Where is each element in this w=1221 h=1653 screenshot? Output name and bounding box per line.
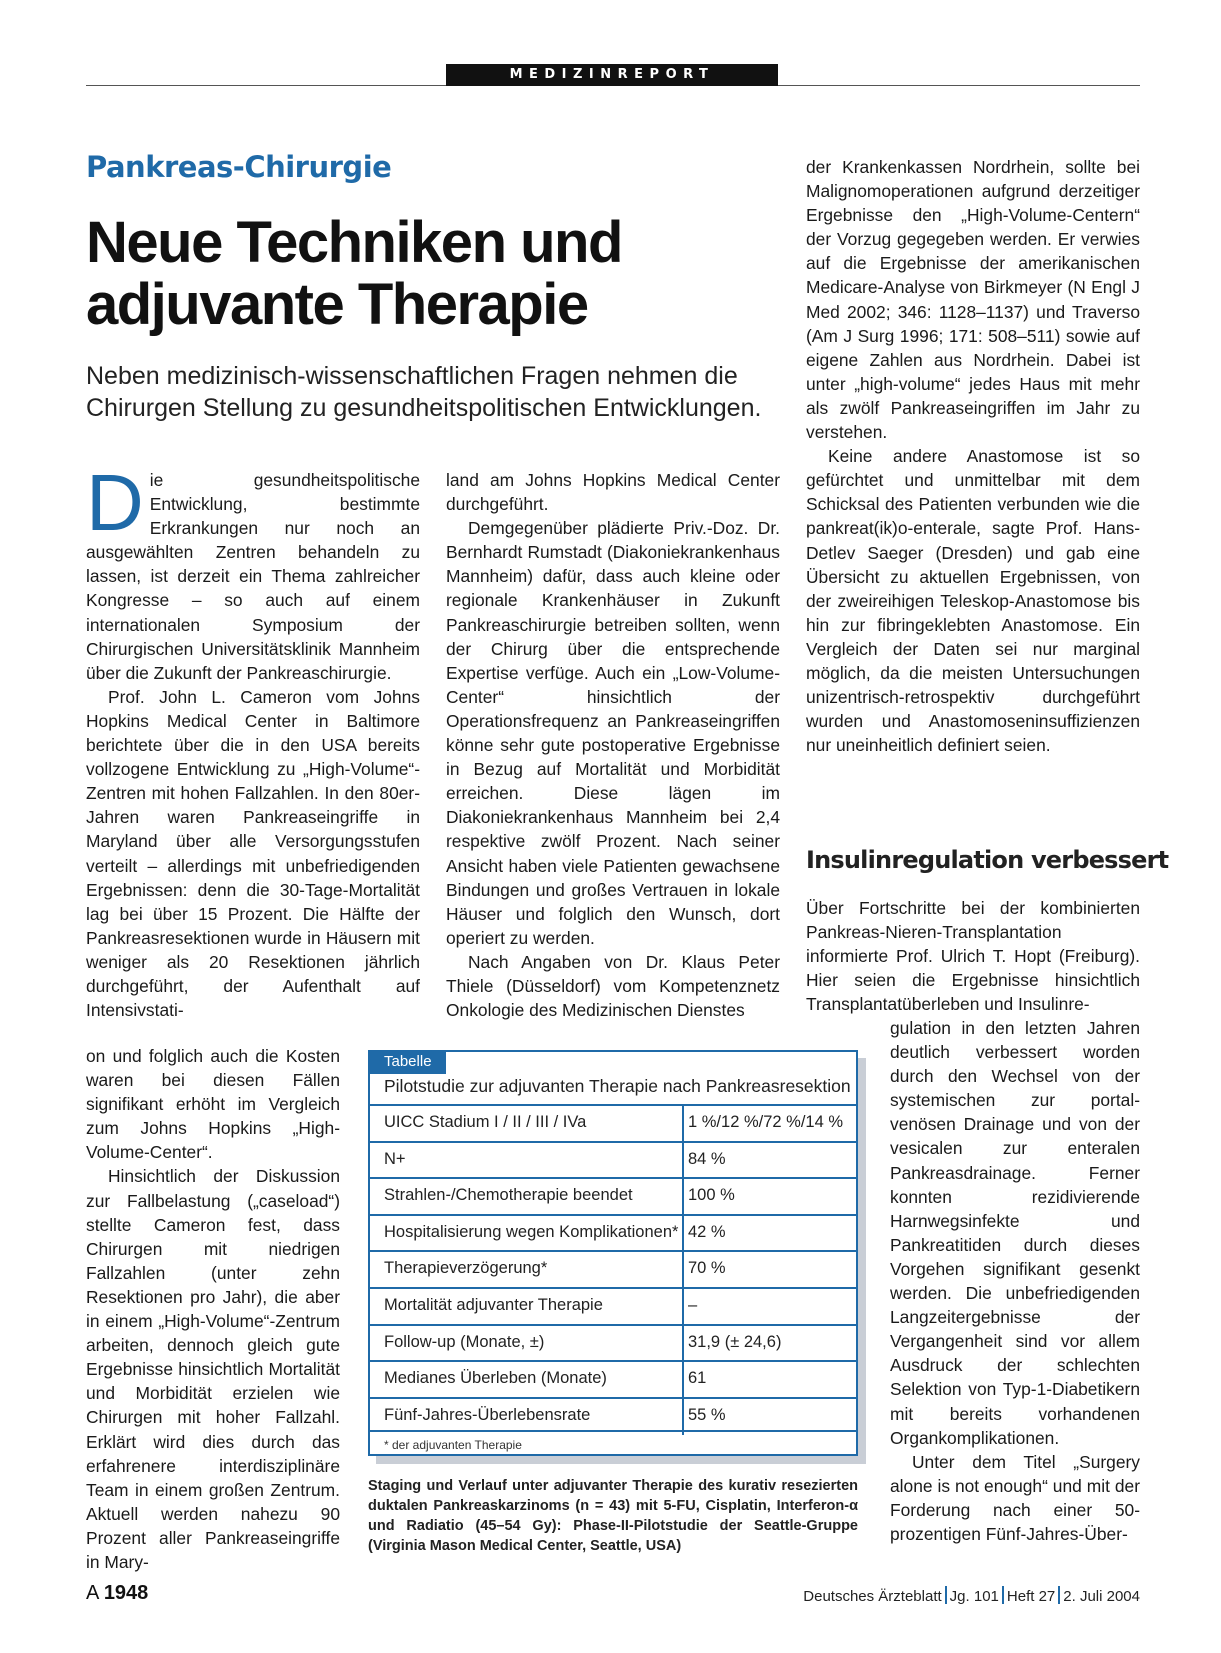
paragraph: Keine andere Anastomose ist so gefürchtet und unmittelbar mit dem Schicksal des Patienten verbunden wie die pankreat(ik)o-enterale, sagte Prof. Hans-Detlev Saeger (Dresden) und gab eine Übersicht zu aktuellen Ergebnissen, von der zweireihigen Teleskop-Anastomose bis hin zur fibringeklebten Anastomose. Ein Vergleich der Daten sei nur marginal möglich, da die meisten Untersuchungen unizentrisch-retrospektiv durchgeführt wurden und Anastomoseninsuffizienzen nur uneinheitlich definiert seien. [806,446,1140,756]
column-1-top [86,458,420,1022]
table-cell-label: Fünf-Jahres-Überlebensrate [384,1405,591,1424]
table-cell-label: Hospitalisierung wegen Komplikationen* [384,1222,679,1241]
table-cell-value: 31,9 (± 24,6) [688,1332,782,1351]
table-cell-value: 1 %/12 %/72 %/14 % [688,1113,844,1131]
table-column-divider [682,1143,684,1179]
paragraph-text: ie gesundheitspolitische Entwicklung, bestimmte Erkrankungen nur noch an ausgewählten Zentren behandeln zu lassen, ist derzeit ein Thema zahlreicher Kongresse – so auch auf einem internationalen Symposium der Chirurgischen Universitätsklinik Mannheim über die Zukunft der Pankreaschirurgie. [86,470,420,683]
paragraph: Nach Angaben von Dr. Klaus Peter Thiele (Düsseldorf) vom Kompetenznetz Onkologie des Medizinischen Dienstes [446,951,780,1021]
column-3-top [806,155,1140,757]
table-footer-rule [370,1430,856,1432]
footer-separator [1002,1586,1004,1604]
column-1-bottom [86,1044,340,1574]
paragraph-continued: land am Johns Hopkins Medical Center durchgeführt. [446,470,780,515]
table-row [370,1250,856,1288]
table-cell-label: Therapieverzögerung* [384,1259,548,1278]
table-row [370,1324,856,1362]
table-column-divider [682,1362,684,1398]
table-caption: Staging und Verlauf unter adjuvanter Therapie des kurativ resezierten duktalen Pankreaskarzinoms (n = 43) mit 5-FU, Cisplatin, Interferon-α und Radiatio (45–54 Gy): Phase-II-Pilotstudie der Seattle-Gruppe (Virginia Mason Medical Center, Seattle, USA) [368,1478,858,1554]
table-cell-label: N+ [384,1149,406,1168]
journal-volume: Jg. 101 [949,1588,999,1605]
article-kicker: Pankreas-Chirurgie [86,150,392,184]
table-cell-label: Medianes Überleben (Monate) [384,1369,607,1388]
table-cell-label: Follow-up (Monate, ±) [384,1332,545,1351]
page-prefix: A [86,1582,99,1604]
article-title: Neue Techniken und adjuvante Therapie [86,210,622,337]
table-cell-label: Mortalität adjuvanter Therapie [384,1296,603,1314]
section-label: MEDIZINREPORT [446,64,778,86]
table-row [370,1141,856,1179]
paragraph-intro [86,458,420,685]
table-column-divider [682,1252,684,1288]
table-column-divider [682,1326,684,1362]
article-subtitle: Neben medizinisch-wissenschaftlichen Fragen nehmen die Chirurgen Stellung zu gesundheitspolitischen Entwicklungen. [86,362,762,422]
paragraph: Über Fortschritte bei der kombinierten Pankreas-Nieren-Transplantation informierte Prof. Ulrich T. Hopt (Freiburg). Hier seien die Ergebnisse hinsichtlich Transplantatüberleben und Insulinre- [806,898,1140,1015]
table-cell-value: 42 % [688,1222,726,1241]
table-row [370,1287,856,1325]
table-row [370,1360,856,1398]
journal-name: Deutsches Ärzteblatt [803,1588,942,1605]
table-row [370,1104,856,1142]
table-cell-label: Strahlen-/Chemotherapie beendet [384,1186,633,1205]
paragraph-continued: on und folglich auch die Kosten waren bei diesen Fällen signifikant erhöht im Vergleich zum Johns Hopkins „High-Volume-Center“. [86,1046,340,1163]
paragraph: Demgegenüber plädierte Priv.-Doz. Dr. Bernhardt Rumstadt (Diakoniekrankenhaus Mannheim) dafür, dass auch kleine oder regionale Krankenhäuser in Zukunft Pankreaschirurgie betreiben sollten, wenn der Chirurg über die entsprechende Expertise verfüge. Auch ein „Low-Volume-Center“ hinsichtlich der Operationsfrequenz an Pankreaseingriffen könne sehr gute postoperative Ergebnisse in Bezug auf Mortalität und Morbidität erreichen. Diese lägen im Diakoniekrankenhaus Mannheim bei 2,4 respektive zwölf Prozent. Nach seiner Ansicht haben viele Patienten gewachsene Bindungen und großes Vertrauen in lokale Häuser und folglich den Wunsch, dort operiert zu werden. [446,518,780,948]
table-column-divider [682,1179,684,1215]
paragraph: Prof. John L. Cameron vom Johns Hopkins Medical Center in Baltimore berichtete über die in den USA bereits vollzogene Entwicklung zu „High-Volume“-Zentren mit hohen Fallzahlen. In den 80er-Jahren waren Pankreaseingriffe in Maryland über alle Versorgungsstufen verteilt – allerdings mit unbefriedigenden Ergebnissen: denn die 30-Tage-Mortalität lag bei über 15 Prozent. Die Hälfte der Pankreasresektionen wurde in Häusern mit weniger als 20 Resektionen jährlich durchgeführt, der Aufenthalt auf Intensivstati- [86,686,420,1021]
footer-separator [945,1586,947,1604]
table-cell-value: 70 % [688,1259,726,1278]
table-title: Pilotstudie zur adjuvanten Therapie nach Pankreasresektion [384,1076,851,1096]
subheading: Insulinregulation verbessert [806,846,1169,874]
table-tag: Tabelle [368,1050,446,1074]
table-column-divider [682,1289,684,1325]
drop-cap: D [86,458,144,547]
table-cell-value: 84 % [688,1149,726,1168]
table-cell-label: UICC Stadium I / II / III / IVa [384,1113,587,1131]
journal-footer [786,1586,1140,1605]
page-number [86,1582,148,1605]
page-number-value: 1948 [103,1582,149,1604]
table-cell-value: 100 % [688,1186,735,1205]
paragraph-continued: gulation in den letzten Jahren deutlich verbessert worden durch den Wechsel von der systemischen zur portal-venösen Drainage und von der vesicalen zur enteralen Pankreasdrainage. Ferner konnten rezidivierende Harnwegsinfekte und Pankreatitiden durch dieses Vorgehen signifikant gesenkt werden. Die unbefriedigenden Langzeitergebnisse der Vergangenheit sind vor allem Ausdruck der schlechten Selektion von Typ-1-Diabetikern mit bereits vorhandenen Organkomplikationen. [890,1018,1140,1448]
column-3-bottom [890,1016,1140,1546]
paragraph: Hinsichtlich der Diskussion zur Fallbelastung („caseload“) stellte Cameron fest, dass Chirurgen mit niedrigen Fallzahlen (unter zehn Resektionen pro Jahr), die aber in einem „High-Volume“-Zentrum arbeiten, dennoch gleich gute Ergebnisse hinsichtlich Mortalität und Morbidität erzielen wie Chirurgen mit hoher Fallzahl. Erklärt wird dies durch das erfahrenere interdisziplinäre Team in einem großen Zentrum. Aktuell werden nahezu 90 Prozent aller Pankreaseingriffe in Mary- [86,1166,340,1572]
column-2 [446,468,780,1022]
table-cell-value: – [688,1296,698,1314]
table-cell-value: 55 % [688,1405,726,1424]
paragraph: Unter dem Titel „Surgery alone is not enough“ und mit der Forderung nach einer 50-prozentigen Fünf-Jahres-Über- [890,1451,1140,1544]
table-footnote: * der adjuvanten Therapie [384,1438,522,1452]
journal-date: 2. Juli 2004 [1063,1588,1140,1605]
footer-separator [1058,1586,1060,1604]
table-row [370,1214,856,1252]
column-3-middle [806,896,1140,1016]
table-column-divider [682,1216,684,1252]
table-column-divider [682,1106,684,1142]
journal-issue: Heft 27 [1006,1588,1056,1605]
paragraph-continued: der Krankenkassen Nordrhein, sollte bei Malignomoperationen aufgrund derzeitiger Ergebnisse den „High-Volume-Centern“ der Vorzug gegegeben werden. Er verwies auf die Ergebnisse der amerikanischen Medicare-Analyse von Birkmeyer (N Engl J Med 2002; 346: 1128–1137) und Traverso (Am J Surg 1996; 171: 508–511) sowie auf eigene Zahlen aus Nordrhein. Dabei ist unter „high-volume“ jedes Haus mit mehr als zwölf Pankreaseingriffen im Jahr zu verstehen. [806,157,1140,443]
table-cell-value: 61 [688,1369,707,1388]
table-row [370,1177,856,1215]
